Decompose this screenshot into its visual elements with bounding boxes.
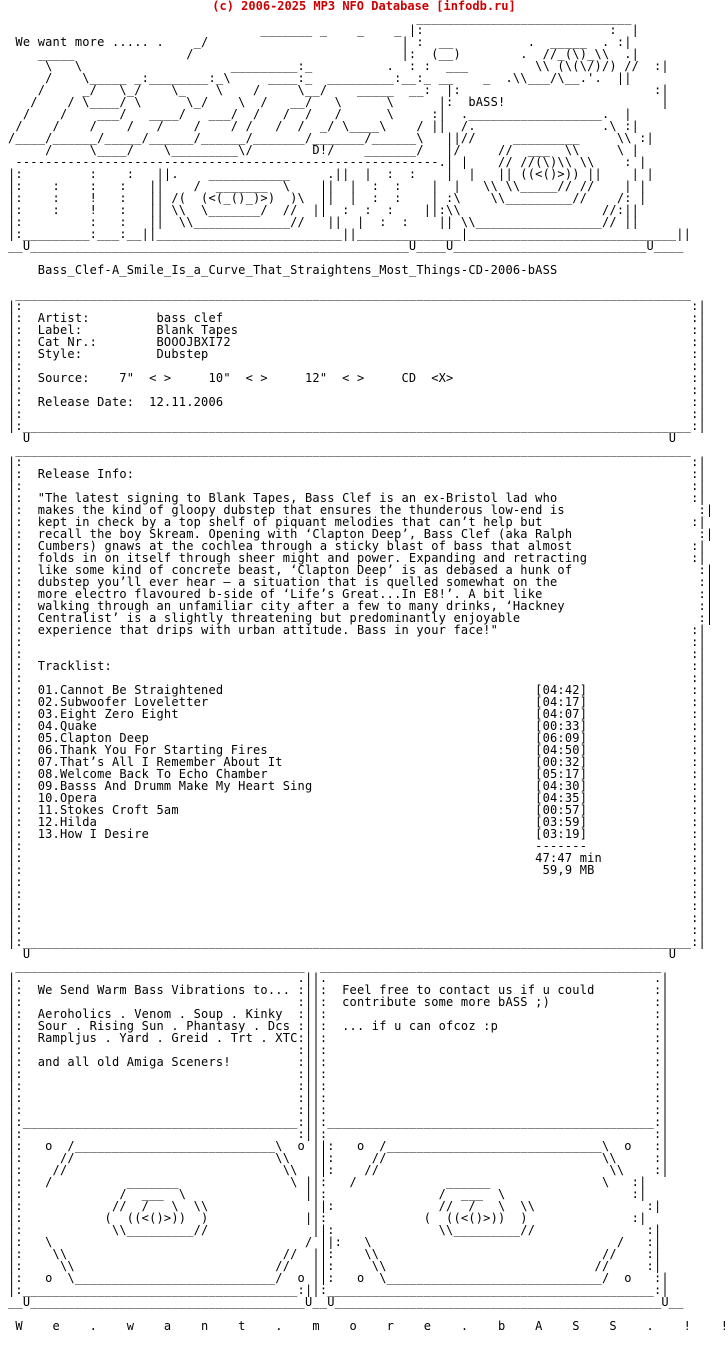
nfo-line: |: // \\ ||: // \\ :| bbox=[8, 1151, 669, 1165]
nfo-line: ___________________________________________________________________________________________ bbox=[8, 287, 692, 301]
nfo-line: |: :| bbox=[8, 407, 706, 421]
nfo-line: |: : ! : || \\ \_______/ // || : : : ||:\\ //:|| bbox=[8, 203, 640, 217]
nfo-line: We want more ..... . _/ | : __ . _____ . :| bbox=[8, 35, 632, 49]
nfo-line: |: :| bbox=[8, 455, 706, 469]
nfo-line: |:__________________________________________________________________________________________:| bbox=[8, 935, 706, 949]
nfo-line: |: dubstep you’ll ever hear – a situation that is quelled somewhat on the :| bbox=[8, 575, 714, 589]
nfo-line: |: Release Date: 12.11.2006 :| bbox=[8, 395, 706, 409]
nfo-line: |: experience that drips with urban attitude. Bass in your face!" :| bbox=[8, 623, 706, 637]
nfo-line: _______________________________________ ______________________________________________ bbox=[8, 959, 662, 973]
nfo-line: |: : : ||. ___________ .|| | : : | | || ((<()>)) || | | bbox=[8, 167, 654, 181]
nfo-line: |: :| bbox=[8, 479, 706, 493]
nfo-line: |: 59,9 MB :| bbox=[8, 863, 706, 877]
nfo-line: |: "The latest signing to Blank Tapes, Bass Clef is an ex-Bristol lad who :| bbox=[8, 491, 706, 505]
nfo-line: |: o /___________________________\ o ||: o /_____________________________\ o :| bbox=[8, 1139, 669, 1153]
site-header-title: (c) 2006-2025 MP3 NFO Database [infodb.ru] bbox=[212, 0, 516, 13]
nfo-line: ___________________________________________________________________________________________ bbox=[8, 443, 692, 457]
nfo-line: |: / ___ \ ||: / ___ \ :| bbox=[8, 1187, 647, 1201]
nfo-line: |: :| bbox=[8, 359, 706, 373]
nfo-line: |: 11.Stokes Croft 5am [00:57] :| bbox=[8, 803, 706, 817]
nfo-line: |: more electro flavoured b-side of ‘Life’s Great...In E8!’. A bit like :| bbox=[8, 587, 714, 601]
nfo-line: |: Release Info: :| bbox=[8, 467, 706, 481]
nfo-line: |: 07.That’s All I Remember About It [00:32] :| bbox=[8, 755, 706, 769]
nfo-line: |: : ! : || /( (<(_()_)>) )\ || | : : | :\ \\_________// /: | bbox=[8, 191, 647, 205]
nfo-line: |: 47:47 min :| bbox=[8, 851, 706, 865]
nfo-line: |:_____________________________________:||:____________________________________________:| bbox=[8, 1115, 669, 1129]
nfo-line: |: 01.Cannot Be Straightened [04:42] :| bbox=[8, 683, 706, 697]
nfo-line: |: Style: Dubstep :| bbox=[8, 347, 706, 361]
nfo-line: |: folds in on itself through sheer might and power. Expanding and retracting :| bbox=[8, 551, 706, 565]
nfo-line: \ \ _________:_ . : : ___ \\ (\(\/)/) // :| bbox=[8, 59, 669, 73]
nfo-line: |: o \___________________________/ o ||: o \_____________________________/ o :| bbox=[8, 1271, 669, 1285]
nfo-line: |: 05.Clapton Deep [06:09] :| bbox=[8, 731, 706, 745]
nfo-line: |: :| bbox=[8, 299, 706, 313]
nfo-line: |: :| bbox=[8, 923, 706, 937]
nfo-line: / / ___/ ____/ ___/ / / / / \ :| .__________________. | bbox=[8, 107, 632, 121]
nfo-line: |: :| bbox=[8, 635, 706, 649]
nfo-line: |: // / \ \\ ||: // / \ \\ :| bbox=[8, 1199, 662, 1213]
nfo-line: |: 03.Eight Zero Eight [04:07] :| bbox=[8, 707, 706, 721]
nfo-line: |: :||: :| bbox=[8, 1079, 669, 1093]
nfo-line: |: 08.Welcome Back To Echo Chamber [05:17] :| bbox=[8, 767, 706, 781]
nfo-line: |: // \\ ||: // \\ :| bbox=[8, 1163, 669, 1177]
nfo-line: |: \\ // ||: \\ // :| bbox=[8, 1247, 662, 1261]
nfo-line: |: \\ // ||: \\ // :| bbox=[8, 1259, 662, 1273]
nfo-line: |: ------- :| bbox=[8, 839, 706, 853]
nfo-line: U U bbox=[8, 947, 677, 961]
nfo-line: |: :| bbox=[8, 647, 706, 661]
nfo-line: |: :| bbox=[8, 671, 706, 685]
nfo-line: |: :| bbox=[8, 911, 706, 925]
nfo-line: |: :| bbox=[8, 887, 706, 901]
nfo-line: |: :||: :| bbox=[8, 1103, 669, 1117]
nfo-line: |: 13.How I Desire [03:19] :| bbox=[8, 827, 706, 841]
nfo-line: |: We Send Warm Bass Vibrations to... :||: Feel free to contact us if u could :| bbox=[8, 983, 669, 997]
nfo-line: Bass_Clef-A_Smile_Is_a_Curve_That_Straightens_Most_Things-CD-2006-bASS bbox=[8, 263, 558, 277]
nfo-line: |: Artist: bass clef :| bbox=[8, 311, 706, 325]
nfo-line: _____________________________ bbox=[8, 11, 632, 25]
nfo-line: _____ / |: (__) . //_(\)_\\ .| bbox=[8, 47, 640, 61]
nfo-line: |: 06.Thank You For Starting Fires [04:50] :| bbox=[8, 743, 706, 757]
nfo-line: |: Label: Blank Tapes :| bbox=[8, 323, 706, 337]
nfo-line: __U_____________________________________U__U____________________________________________U__ bbox=[8, 1295, 684, 1309]
nfo-line: __U___________________________________________________U____U__________________________U____ bbox=[8, 239, 684, 253]
nfo-line: |: recall the boy Skream. Opening with ‘Clapton Deep’, Bass Clef (aka Ralph :| bbox=[8, 527, 714, 541]
nfo-line: ---------------------------------------------------------.| | // //(\)\\ \\ : | bbox=[8, 155, 647, 169]
nfo-ascii-document bbox=[8, 12, 728, 1332]
nfo-line: |: 09.Basss And Drumm Make My Heart Sing [04:30] :| bbox=[8, 779, 706, 793]
nfo-line: U U bbox=[8, 431, 677, 445]
nfo-line: _______ _ _ _ |: : | bbox=[8, 23, 640, 37]
nfo-line: |: :||: :| bbox=[8, 1127, 669, 1141]
nfo-line: |: :||: :| bbox=[8, 1091, 669, 1105]
nfo-line: |:__________________________________________________________________________________________:| bbox=[8, 419, 706, 433]
nfo-line: |: \\_________// ||: \\_________// :| bbox=[8, 1223, 662, 1237]
nfo-line: / / / / / / / / / / _/ \____\ / || /. .\ :| bbox=[8, 119, 640, 133]
nfo-line: |: :||: :| bbox=[8, 1043, 669, 1057]
nfo-line: |: Aeroholics . Venom . Soup . Kinky :||: :| bbox=[8, 1007, 669, 1021]
nfo-line: |:_________:___:__||_________________________||______________|____________________________|| bbox=[8, 227, 692, 241]
nfo-line: |: Tracklist: :| bbox=[8, 659, 706, 673]
nfo-line: |: \ / ||: \ / :| bbox=[8, 1235, 662, 1249]
nfo-line: / _/ \_/ \_ \ / \__/ _____ __: |: :| bbox=[8, 83, 669, 97]
nfo-line: |: walking through an unfamiliar city after a few to many drinks, ‘Hackney :| bbox=[8, 599, 714, 613]
nfo-line: |: :| bbox=[8, 383, 706, 397]
nfo-line: |: ( ((<()>)) ) ||: ( ((<()>)) ) :| bbox=[8, 1211, 647, 1225]
nfo-line: /____/______/_____/______/______/_______/_______/______\ ||// _________ \\ :| bbox=[8, 131, 654, 145]
nfo-line: |: Centralist’ is a slightly threatening but predominantly enjoyable :| bbox=[8, 611, 714, 625]
nfo-line: |: / _______ \ ||: / ______ \ :| bbox=[8, 1175, 647, 1189]
nfo-line: |: Sour . Rising Sun . Phantasy . Dcs :||: ... if u can ofcoz :p :| bbox=[8, 1019, 669, 1033]
nfo-line: |: : : : || / _______ \ || | : : | | \\ \\_____// // | | bbox=[8, 179, 647, 193]
nfo-line: |: :| bbox=[8, 875, 706, 889]
nfo-line: |: Rampljus . Yard . Greid . Trt . XTC:||: :| bbox=[8, 1031, 669, 1045]
nfo-line: |: and all old Amiga Sceners! :||: :| bbox=[8, 1055, 669, 1069]
nfo-line: |: Cumbers) gnaws at the cochlea through a sticky blast of bass that almost :| bbox=[8, 539, 706, 553]
nfo-line: |: 02.Subwoofer Loveletter [04:17] :| bbox=[8, 695, 706, 709]
nfo-line: |: Source: 7" < > 10" < > 12" < > CD <X> :| bbox=[8, 371, 706, 385]
nfo-line: |: :||: contribute some more bASS ;) :| bbox=[8, 995, 669, 1009]
nfo-line: |: like some kind of concrete beast, ‘Clapton Deep’ is as debased a hunk of :| bbox=[8, 563, 714, 577]
nfo-line: / / \____/ \ \_/ \ / __/ \ \ |: bASS! | bbox=[8, 95, 669, 109]
nfo-line: W e . w a n t . m o r e . b A S S . ! ! bbox=[8, 1319, 728, 1333]
nfo-line: / \____/ \_________\/ D!/ _______/ |/ // ___ \\ \ | bbox=[8, 143, 640, 157]
nfo-line: / \_____ _:________:_\ ____:_ _________:__:_ __ _ .\\___/\__.'. || bbox=[8, 71, 632, 85]
nfo-line: |: :| bbox=[8, 899, 706, 913]
nfo-line: |: 04.Quake [00:33] :| bbox=[8, 719, 706, 733]
nfo-line: |:_____________________________________:||:____________________________________________:| bbox=[8, 1283, 669, 1297]
nfo-line: |: 10.Opera [04:35] :| bbox=[8, 791, 706, 805]
nfo-line: |: 12.Hilda [03:59] :| bbox=[8, 815, 706, 829]
nfo-line: |: :||: :| bbox=[8, 1067, 669, 1081]
nfo-line: |: Cat Nr.: BOOOJBXI72 :| bbox=[8, 335, 706, 349]
nfo-line: |: kept in check by a top shelf of piquant melodies that can’t help but :| bbox=[8, 515, 706, 529]
nfo-line: |. .||. .| bbox=[8, 971, 669, 985]
nfo-line: |: : : || \\_____________// || | : : || \\_________________// || bbox=[8, 215, 640, 229]
nfo-line: |: makes the kind of gloopy dubstep that ensures the thunderous low-end is :| bbox=[8, 503, 714, 517]
